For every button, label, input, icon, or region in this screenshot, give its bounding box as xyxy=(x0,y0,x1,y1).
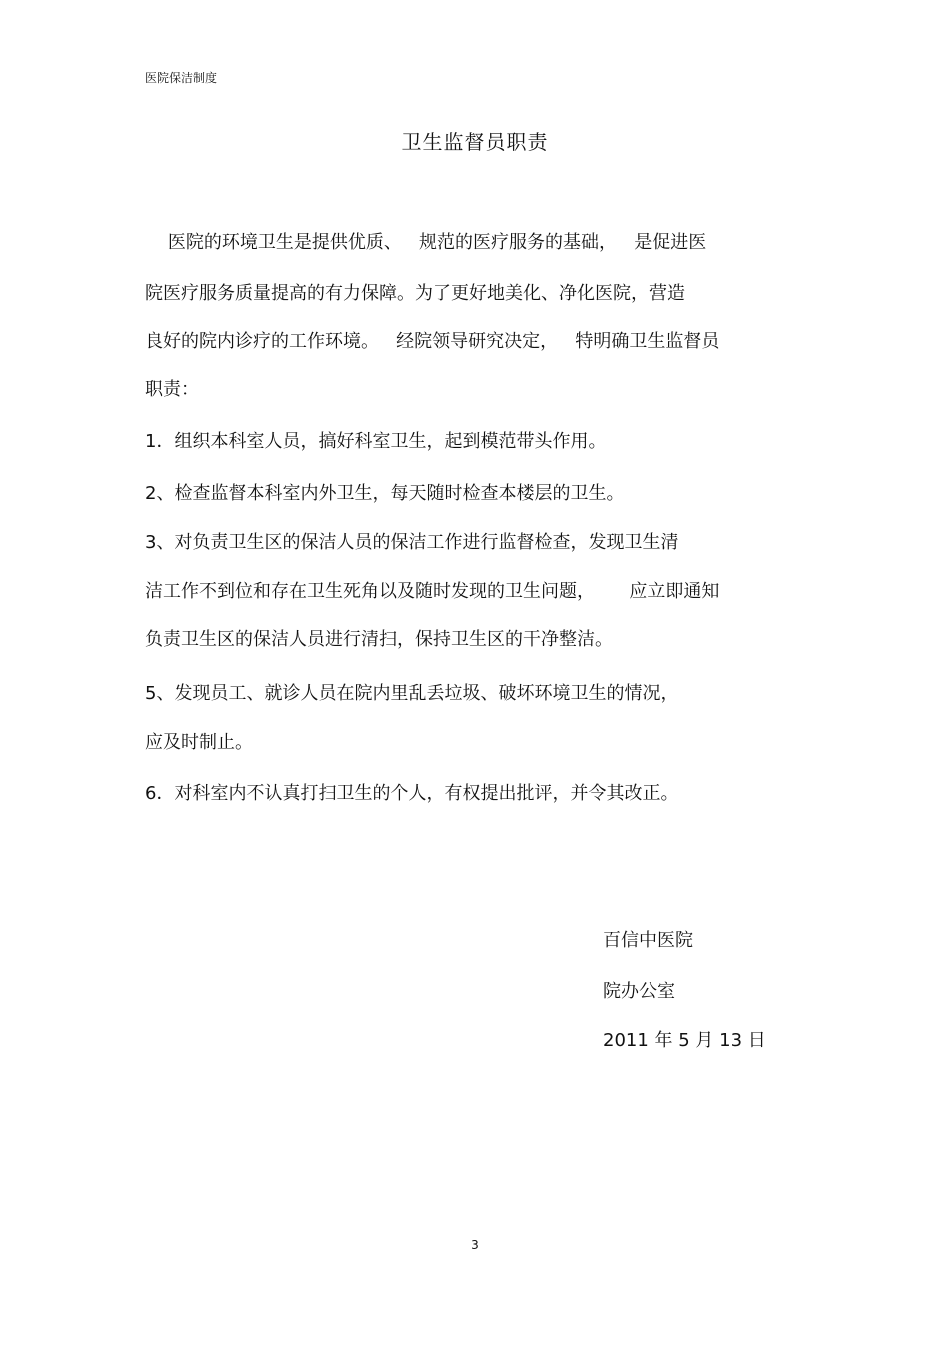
signature-department: 院办公室 xyxy=(603,981,675,1002)
document-title: 卫生监督员职责 xyxy=(401,130,549,154)
duty-item-1: 1．组织本科室人员，搞好科室卫生，起到模范带头作用。 xyxy=(145,431,607,452)
intro-line-4: 职责： xyxy=(145,379,199,400)
signature-organization: 百信中医院 xyxy=(603,930,693,951)
duty-item-5-line-1: 5、发现员工、就诊人员在院内里乱丢垃圾、破坏环境卫生的情况， xyxy=(145,683,679,704)
duty-item-3-line-1: 3、对负责卫生区的保洁人员的保洁工作进行监督检查，发现卫生清 xyxy=(145,532,679,553)
intro-line-3: 良好的院内诊疗的工作环境。 经院领导研究决定， 特明确卫生监督员 xyxy=(145,331,720,352)
page-number: 3 xyxy=(471,1238,479,1252)
duty-item-3-line-3: 负责卫生区的保洁人员进行清扫，保持卫生区的干净整洁。 xyxy=(145,629,613,650)
duty-item-6: 6．对科室内不认真打扫卫生的个人，有权提出批评，并令其改正。 xyxy=(145,783,679,804)
intro-line-2: 院医疗服务质量提高的有力保障。为了更好地美化、净化医院，营造 xyxy=(145,283,685,304)
intro-line-1: 医院的环境卫生是提供优质、 规范的医疗服务的基础， 是促进医 xyxy=(145,232,707,253)
duty-item-2: 2、检查监督本科室内外卫生，每天随时检查本楼层的卫生。 xyxy=(145,483,625,504)
duty-item-3-line-2: 洁工作不到位和存在卫生死角以及随时发现的卫生问题， 应立即通知 xyxy=(145,581,720,602)
signature-date: 2011 年 5 月 13 日 xyxy=(603,1030,766,1051)
page-header-label: 医院保洁制度 xyxy=(145,71,218,85)
duty-item-5-line-2: 应及时制止。 xyxy=(145,732,253,753)
